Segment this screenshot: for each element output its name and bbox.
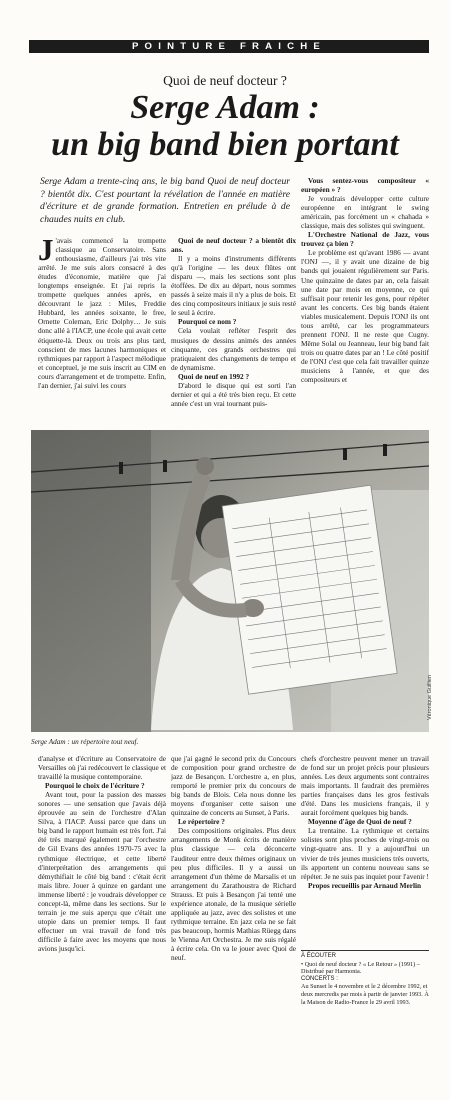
listen-item: • Quoi de neuf docteur ? « Le Retour » (1991) – Distribué par Harmonia.: [301, 960, 420, 976]
headline-line-1: Serge Adam :: [130, 89, 320, 126]
concerts-text: Au Sunset le 4 novembre et le 2 décembre 1992, et deux mercredis par mois à partir de janvier 1993. À la Maison de Radio-France le 29 avril 1993.: [301, 983, 429, 1006]
question: Le répertoire ?: [178, 817, 225, 827]
answer: Des compositions originales. Plus deux arrangements de Monk écrits de manière plus classique — cela déconcerte l'auditeur entre deux thèmes originaux un peu plus difficiles. Il y a aussi un arrangement d'un thème de Marsalis et un arrangement du Zarathoustra de Richard Strauss. Et puis à Besançon j'ai tenté une expérience atonale, de la musique sérielle appliquée au jazz, avec des solistes et une rythmique terraine. En jazz cela ne se fait pas beaucoup, hormis Mathias Rüegg dans le Vienna Art Orchestra. Je me suis régalé à écrire cela. On va le jouer avec Quoi de neuf.: [171, 826, 296, 963]
question: L'Orchestre National de Jazz, vous trouvez ça bien ?: [301, 230, 429, 249]
headline-line-2: un big band bien portant: [51, 126, 399, 163]
column-6: [301, 754, 429, 946]
paragraph: chefs d'orchestre peuvent mener un travail de fond sur un projet précis pour plusieurs années. Les deux arguments sont contraires mais importants. Il faudrait des premières parties françaises dans les gros festivals d'été. Dans les musiciens français, il y aurait forcément quelques big bands.: [301, 754, 429, 818]
question: Pourquoi ce nom ?: [178, 317, 237, 327]
signature: Propos recueillis par Arnaud Merlin: [308, 880, 422, 890]
listen-box: [301, 950, 429, 1006]
question: Vous sentez-vous compositeur « européen » ?: [301, 176, 429, 195]
answer: Je voudrais développer cette culture européenne en intégrant le swing américain, pas forcément un « chahada » classique, mais des solistes qui swinguent.: [301, 194, 429, 231]
answer: La trentaine. La rythmique et certains solistes sont plus proches de vingt-trois ou vingt-quatre ans. Il y a aujourd'hui un vivier de très jeunes musiciens très ouverts, ils apportent un contenu nouveau sans se répéter. Je ne suis pas inquiet pour l'avenir !: [301, 826, 429, 881]
section-banner: POINTURE FRAICHE: [29, 40, 429, 53]
answer: Le problème est qu'avant 1986 — avant l'ONJ —, il y avait une dizaine de big bands qui jouaient régulièrement sur Paris. Une quinzaine de dates par an, cela faisait une date par mois en moyenne, ce qui suffisait pour retenir les gens, pour répéter avant les concerts. Ces big bands étaient viables musicalement. Depuis l'ONJ ils ont tous arrêté, car les programmateurs prennent l'ONJ. Il ne reste que Cugny. Même Solal ou Jeanneau, leur big band fait trois ou quatre dates par an ! Le côté positif de l'ONJ c'est que cela fait travailler quinze musiciens à l'année, et que des compositeurs et: [301, 248, 429, 385]
paragraph: d'analyse et d'écriture au Conservatoire de Versailles où j'ai redécouvert le classique et travaillé la musique contemporaine.: [38, 754, 166, 782]
column-2: [171, 236, 296, 426]
column-5: [171, 754, 296, 1086]
paragraph: que j'ai gagné le second prix du Concours de composition pour grand orchestre de jazz de Besançon. L'orchestre a, en plus, remporté le premier prix du concours de big bands de Blois. Cela nous donne les moyens d'organiser cette saison une quinzaine de concerts au Sunset, à Paris.: [171, 754, 296, 818]
drop-cap: J: [38, 236, 54, 267]
question: Quoi de neuf en 1992 ?: [178, 371, 250, 381]
column-3: [301, 176, 429, 426]
photo-credit: Véronique Guillien: [427, 675, 433, 720]
photo-serge-adam: [31, 430, 429, 732]
answer: D'abord le disque qui est sorti l'an dernier et qui a été très bien reçu. Et cette année c'est un vrai tournant puis-: [171, 380, 296, 408]
column-1: [38, 236, 166, 426]
kicker: Quoi de neuf docteur ?: [163, 73, 287, 88]
question: Pourquoi le choix de l'écriture ?: [45, 781, 145, 791]
column-4: [38, 754, 166, 1086]
column-1-text: 'avais commencé la trompette classique au Conservatoire. Sans enthousiasme, d'ailleurs j'ai très vite arrêté. Je me suis alors consacré à des études d'économie, matière que j'ai longtemps enseignée. Et j'ai repris la trompette quelques années après, en découvrant le jazz : Miles, Freddie Hubbard, les années soixante, le free, Ornette Coleman, Eric Dolphy… Je suis donc allé à l'IACP, une école qui avait cette étiquette-là. Deux ou trois ans plus tard, conscient de mes lacunes harmoniques et rythmiques par rapport à l'aspect mélodique et conceptuel, je me suis inscrit au CIM en cours d'arrangement et de trompette. Enfin, l'an dernier, j'ai suivi les cours: [38, 236, 166, 390]
listen-heading: À ÉCOUTER: [301, 953, 337, 959]
concerts-heading: CONCERTS :: [301, 975, 338, 982]
answer: Cela voulait refléter l'esprit des musiques de dessins animés des années cinquante, ces grands orchestres qui pratiquaient des changements de tempo et de dynamisme.: [171, 326, 296, 372]
photo-caption: Serge Adam : un répertoire tout neuf.: [31, 738, 139, 746]
question: Quoi de neuf docteur ? a bientôt dix ans.: [171, 236, 296, 255]
question: Moyenne d'âge de Quoi de neuf ?: [308, 817, 412, 827]
lede-paragraph: Serge Adam a trente-cinq ans, le big band Quoi de neuf docteur ? bientôt dix. C'est pourtant la révélation de l'année en matière d'écriture et de grande formation. Entretien en prélude à de chaudes nuits en club.: [40, 176, 290, 225]
answer: Avant tout, pour la passion des masses sonores — une sensation que j'avais déjà éprouvée au sein de l'orchestre d'Alan Silva, à l'IACP. Aussi parce que dans un big band le rapport humain est très fort. J'ai été très marqué également par l'orchestre de Gil Evans des années 1970-75 avec la rythmique électrique, et cette liberté d'interprétation des arrangements qui démythifiait le côté big band : c'était écrit mais libre. Jouer à quinze en gardant une immense liberté : je voudrais développer ce concept-là, même dans les sections. Sur le terrain je me suis aperçu que c'était une utopie dans un premier temps. Il faut effectuer un vrai travail de fond très difficile à faire avec les moyens que nous avions jusqu'ici.: [38, 790, 166, 953]
answer: Il y a moins d'instruments différents qu'à l'origine — les deux flûtes ont disparu —, mais les sections sont plus étoffées. De dix au départ, nous sommes passés à seize mais il n'y a plus de bois. Et des cinq compositeurs initiaux je suis resté le seul à écrire.: [171, 254, 296, 318]
